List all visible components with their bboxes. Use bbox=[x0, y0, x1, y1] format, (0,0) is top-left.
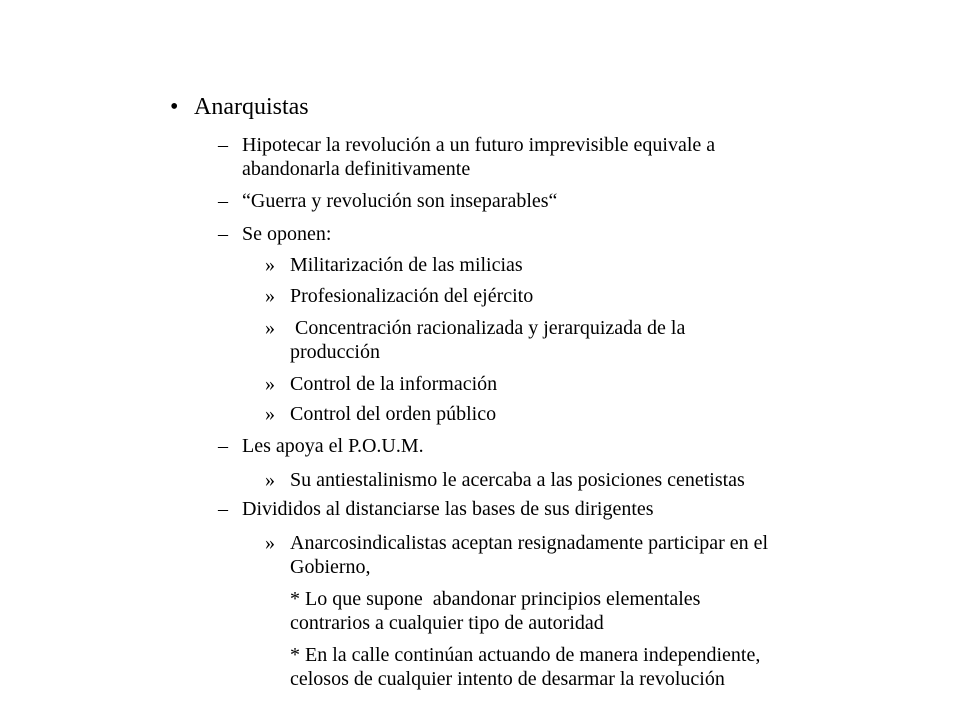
subitem-text: Control de la información bbox=[290, 373, 498, 395]
item-text-continued: abandonarla definitivamente bbox=[242, 158, 471, 180]
chevron-marker: » bbox=[265, 532, 275, 554]
item-text: Divididos al distanciarse las bases de sus dirigentes bbox=[242, 498, 654, 520]
chevron-marker: » bbox=[265, 254, 275, 276]
chevron-marker: » bbox=[265, 469, 275, 491]
subitem-text-continued: Gobierno, bbox=[290, 556, 371, 578]
item-text: Les apoya el P.O.U.M. bbox=[242, 435, 424, 457]
heading: Anarquistas bbox=[194, 94, 309, 120]
subitem-text: Militarización de las milicias bbox=[290, 254, 523, 276]
subitem-text: Control del orden público bbox=[290, 403, 497, 425]
chevron-marker: » bbox=[265, 403, 275, 425]
item-text: Hipotecar la revolución a un futuro imprevisible equivale a bbox=[242, 134, 716, 156]
subitem-note-continued: contrarios a cualquier tipo de autoridad bbox=[290, 612, 604, 634]
chevron-marker: » bbox=[265, 373, 275, 395]
subitem-text-continued: producción bbox=[290, 341, 380, 363]
item-text: “Guerra y revolución son inseparables“ bbox=[242, 190, 558, 212]
chevron-marker: » bbox=[265, 317, 275, 339]
chevron-marker: » bbox=[265, 285, 275, 307]
bullet-marker: • bbox=[170, 94, 179, 120]
item-text: Se oponen: bbox=[242, 223, 332, 245]
subitem-note-continued: celosos de cualquier intento de desarmar la revolución bbox=[290, 668, 725, 690]
dash-marker: – bbox=[218, 498, 228, 520]
subitem-text: Profesionalización del ejército bbox=[290, 285, 534, 307]
subitem-text: Concentración racionalizada y jerarquizada de la bbox=[290, 317, 686, 339]
subitem-note: * Lo que supone abandonar principios elementales bbox=[290, 588, 701, 610]
subitem-note: * En la calle continúan actuando de manera independiente, bbox=[290, 644, 761, 666]
subitem-text: Su antiestalinismo le acercaba a las posiciones cenetistas bbox=[290, 469, 745, 491]
dash-marker: – bbox=[218, 134, 228, 156]
subitem-text: Anarcosindicalistas aceptan resignadamente participar en el bbox=[290, 532, 769, 554]
dash-marker: – bbox=[218, 435, 228, 457]
dash-marker: – bbox=[218, 190, 228, 212]
dash-marker: – bbox=[218, 223, 228, 245]
